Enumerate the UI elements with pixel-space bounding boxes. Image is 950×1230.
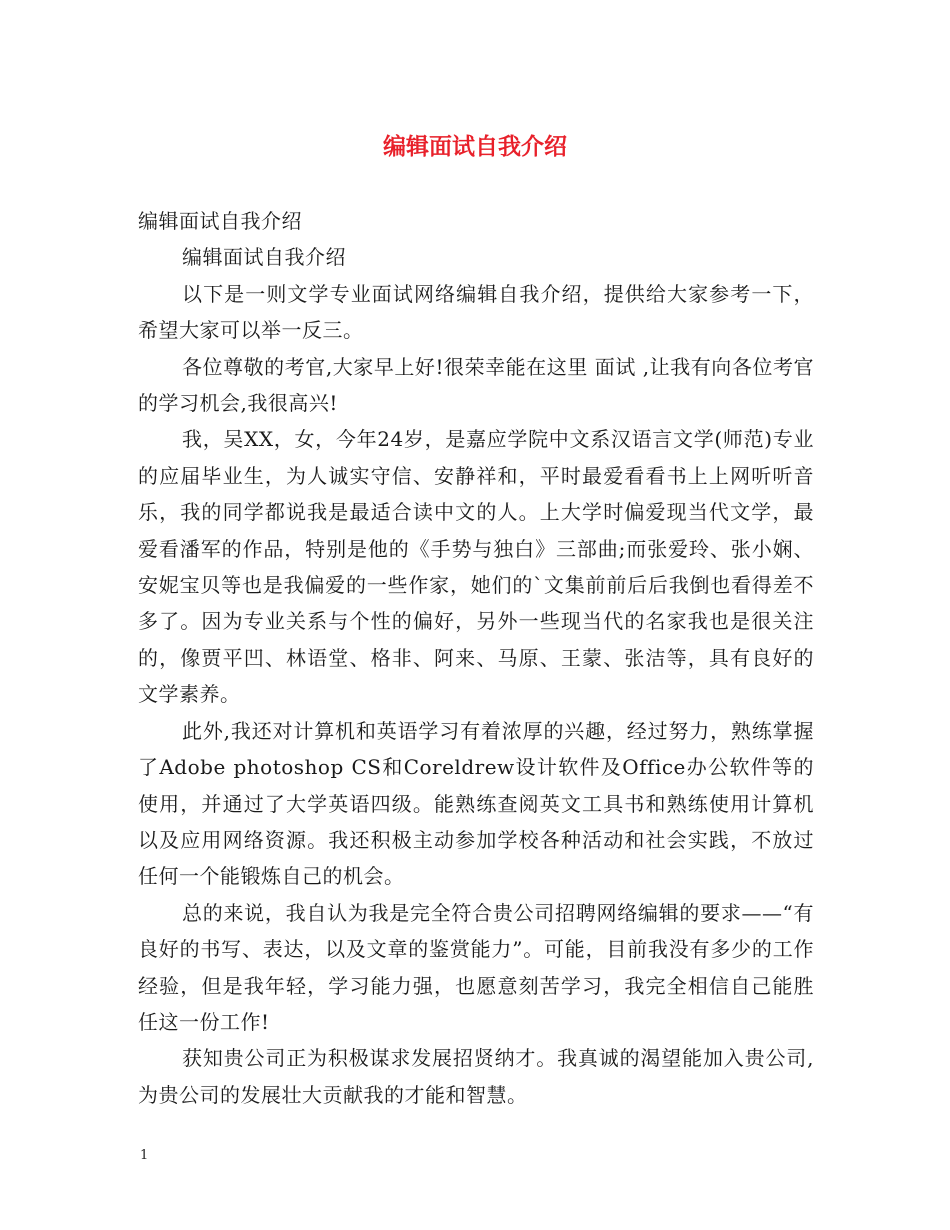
paragraph: 编辑面试自我介绍 — [138, 209, 302, 233]
document-body — [138, 203, 814, 1113]
page-number: 1 — [140, 1148, 149, 1163]
paragraph: 获知贵公司正为积极谋求发展招贤纳才。我真诚的渴望能加入贵公司,为贵公司的发展壮大贡献我的才能和智慧。 — [138, 1046, 814, 1107]
paragraph: 此外,我还对计算机和英语学习有着浓厚的兴趣，经过努力，熟练掌握了Adobe photoshop CS和Coreldrew设计软件及Office办公软件等的使用，并通过了大学英语四级。能熟练查阅英文工具书和熟练使用计算机以及应用网络资源。我还积极主动参加学校各种活动和社会实践，不放过任何一个能锻炼自己的机会。 — [138, 718, 814, 889]
paragraph: 以下是一则文学专业面试网络编辑自我介绍，提供给大家参考一下，希望大家可以举一反三。 — [138, 281, 814, 343]
paragraph: 编辑面试自我介绍 — [182, 245, 346, 270]
paragraph: 我，吴XX，女，今年24岁，是嘉应学院中文系汉语言文学(师范)专业的应届毕业生，为人诚实守信、安静祥和，平时最爱看看书上上网听听音乐，我的同学都说我是最适合读中文的人。上大学时偏爱现当代文学，最爱看潘军的作品，特别是他的《手势与独白》三部曲;而张爱玲、张小娴、安妮宝贝等也是我偏爱的一些作家，她们的`文集前前后后我倒也看得差不多了。因为专业关系与个性的偏好，另外一些现当代的名家我也是很关注的，像贾平凹、林语堂、格非、阿来、马原、王蒙、张洁等，具有良好的文学素养。 — [138, 427, 814, 707]
paragraph: 总的来说，我自认为我是完全符合贵公司招聘网络编辑的要求——“有良好的书写、表达，以及文章的鉴赏能力”。可能，目前我没有多少的工作经验，但是我年轻，学习能力强，也愿意刻苦学习，我完全相信自己能胜任这一份工作! — [138, 900, 814, 1034]
document-title: 编辑面试自我介绍 — [383, 134, 567, 160]
paragraph: 各位尊敬的考官,大家早上好!很荣幸能在这里 面试 ,让我有向各位考官的学习机会,我很高兴! — [138, 354, 814, 416]
